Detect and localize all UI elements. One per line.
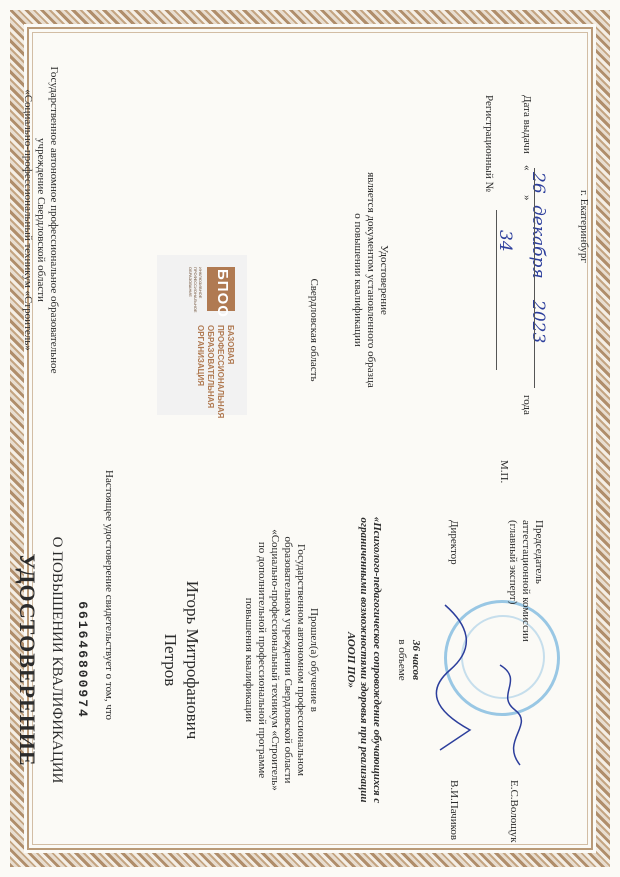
status-line-1: Удостоверение (378, 245, 390, 315)
chair-name: Е.С.Волощук (508, 780, 520, 843)
organization-full-name (21, 30, 60, 410)
chair-label (506, 520, 545, 642)
logo-big-4: ОРГАНИЗАЦИЯ (196, 325, 205, 387)
issue-date-day: 26 (528, 172, 548, 194)
body-line-6: повышения квалификации (243, 597, 255, 723)
director-name: В.И.Пачиков (448, 780, 460, 841)
body-line-4: «Социально-профессиональный техникум «Строитель» (269, 529, 281, 791)
program-name (344, 470, 383, 850)
chair-line-3: (главный эксперт) (507, 520, 519, 605)
body-line-2: Государственном автономном профессиональном (295, 544, 307, 776)
body-line-5: по дополнительной профессиональной программе (256, 541, 268, 779)
org-line-1: Государственное автономное профессиональное образовательное (48, 66, 60, 374)
stamp-place-label: М.П. (498, 460, 510, 484)
intro-text: Настоящее удостоверение свидетельствует о том, что (103, 470, 115, 721)
document-status (351, 130, 390, 430)
org-line-2: учреждение Свердловской области (35, 138, 47, 302)
status-line-3: о повышении квалификации (352, 213, 364, 347)
logo-abbr: БПОО (214, 269, 231, 318)
issue-date-suffix: года (521, 395, 533, 415)
logo-small-text (188, 267, 203, 313)
region: Свердловская область (308, 278, 320, 382)
director-signature (430, 600, 490, 760)
training-body (242, 470, 320, 850)
logo-small-3: ОБРАЗОВАНИЕ (188, 267, 193, 297)
logo-big-2: ПРОФЕССИОНАЛЬНАЯ (216, 325, 225, 419)
status-line-2: является документом установленного образца (365, 172, 377, 388)
registration-number: 34 (495, 230, 515, 252)
chair-signature (490, 660, 530, 770)
director-label: Директор (448, 520, 460, 565)
chair-line-1: Председатель (533, 520, 545, 584)
issue-date-month: декабря (528, 205, 548, 279)
date-quote-open: « (521, 165, 533, 171)
issue-date-year: 2023 (528, 300, 548, 344)
logo-small-2: ПРОФЕССИОНАЛЬНОЕ (193, 267, 198, 313)
date-quote-close: » (521, 195, 533, 201)
certificate-subtitle: О ПОВЫШЕНИИ КВАЛИФИКАЦИИ (49, 536, 65, 784)
org-line-3: «Социально-профессиональный техникум «Строитель» (22, 89, 34, 351)
program-line-2: ограниченными возможностями здоровья при реализации (358, 517, 370, 803)
bpoo-logo (157, 255, 247, 419)
certificate-number: 661646800974 (75, 601, 90, 719)
city: г. Екатеринбург (578, 190, 590, 263)
body-line-3: образовательном учреждении Свердловской области (282, 536, 294, 784)
body-line-1: Прошел(а) обучение в (308, 608, 320, 712)
logo-big-3: ОБРАЗОВАТЕЛЬНАЯ (206, 325, 215, 409)
volume-hours: 36 часов (410, 639, 422, 681)
registration-label: Регистрационный № (483, 95, 495, 193)
volume-label: в объеме (396, 639, 408, 681)
date-line (534, 168, 535, 388)
logo-big-text (195, 325, 235, 418)
full-name: Игорь Митрофанович (183, 580, 202, 740)
certificate-title: УДОСТОВЕРЕНИЕ (15, 553, 40, 767)
surname: Петров (161, 633, 180, 687)
logo-small-1: ИНКЛЮЗИВНОЕ (198, 267, 203, 299)
program-line-1: «Психолого-педагогическое сопровождение обучающихся с (371, 516, 383, 804)
program-line-3: АООП ПО» (345, 631, 357, 689)
logo-big-1: БАЗОВАЯ (226, 325, 235, 365)
chair-line-2: аттестационной комиссии (520, 520, 532, 642)
issue-date-label: Дата выдачи (521, 95, 533, 154)
